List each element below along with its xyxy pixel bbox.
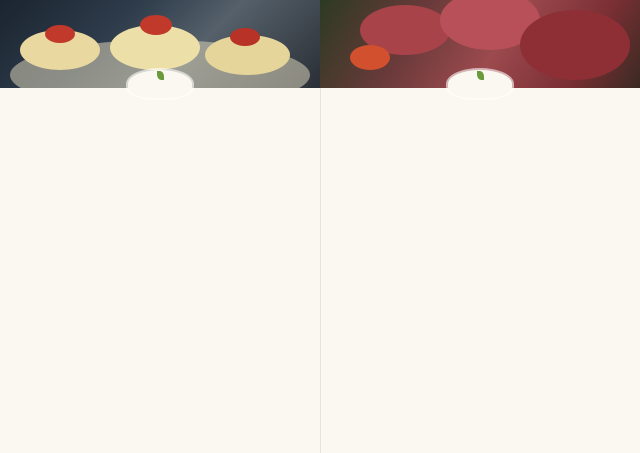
logo — [448, 70, 512, 98]
leaf-icon — [477, 71, 484, 80]
tomato-shape — [140, 15, 172, 35]
tomato-shape — [350, 45, 390, 70]
logo — [128, 70, 192, 98]
tomato-shape — [45, 25, 75, 43]
leaf-icon — [157, 71, 164, 80]
page-divider — [320, 88, 321, 453]
tomato-shape — [230, 28, 260, 46]
tuna-slice-shape — [520, 10, 630, 80]
